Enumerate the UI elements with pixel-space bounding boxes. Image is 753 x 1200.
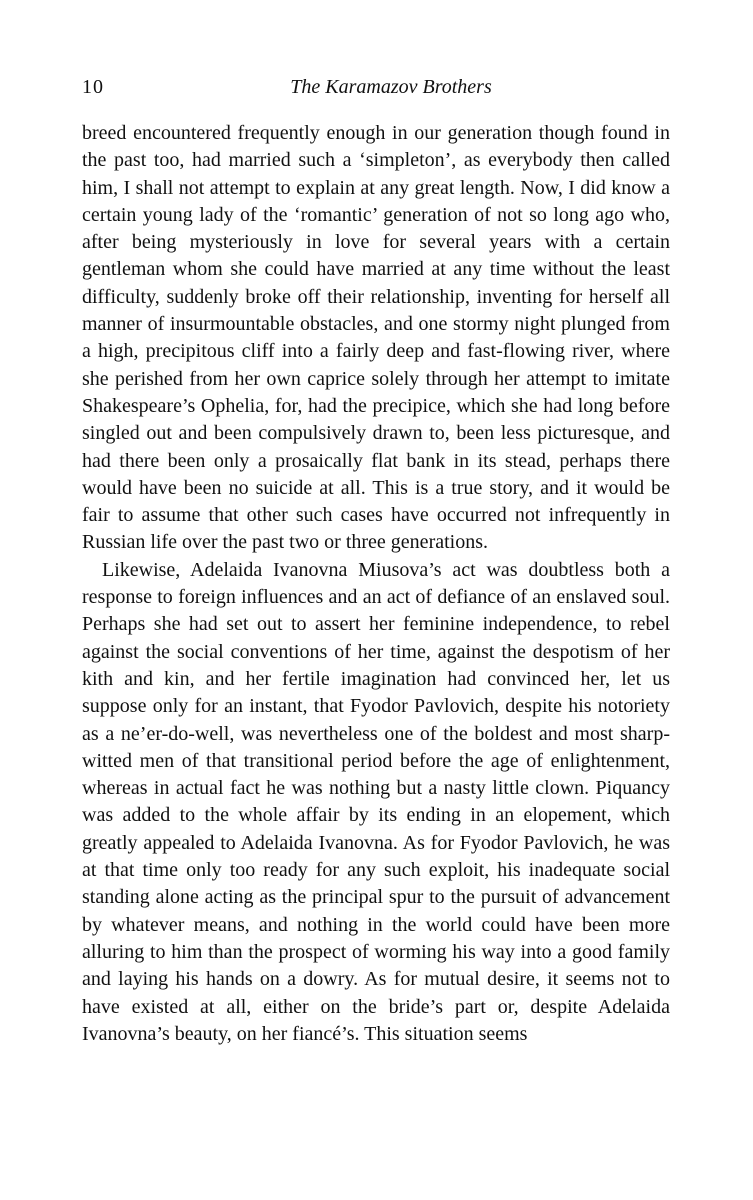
- book-title: The Karamazov Brothers: [290, 76, 492, 98]
- paragraph: Likewise, Adelaida Ivanovna Miusova’s act was doubtless both a response to foreign influences and an act of defiance of an enslaved soul. Perhaps she had set out to assert her feminine independence, to rebel against the social conventions of her time, against the despotism of her kith and kin, and her fertile imagination had convinced her, let us suppose only for an instant, that Fyodor Pavlovich, despite his notoriety as a ne’er-do-well, was nevertheless one of the boldest and most sharp-witted men of that transitional period before the age of enlightenment, whereas in actual fact he was nothing but a nasty little clown. Piquancy was added to the whole affair by its ending in an elopement, which greatly appealed to Adelaida Ivanovna. As for Fyodor Pavlovich, he was at that time only too ready for any such exploit, his inadequate social standing alone acting as the principal spur to the pursuit of advancement by whatever means, and nothing in the world could have been more alluring to him than the prospect of worming his way into a good family and laying his hands on a dowry. As for mutual desire, it seems not to have existed at all, either on the bride’s part or, despite Adelaida Ivanovna’s beauty, on her fiancé’s. This situation seems: [82, 558, 670, 1045]
- running-head: [82, 74, 670, 104]
- body-text: [82, 120, 670, 1048]
- page-number: 10: [82, 76, 104, 98]
- paragraph-continued: breed encountered frequently enough in our generation though found in the past too, had married such a ‘simpleton’, as everybody then called him, I shall not attempt to explain at any great length. Now, I did know a certain young lady of the ‘romantic’ generation of not so long ago who, after being mysteriously in love for several years with a certain gentleman whom she could have married at any time without the least difficulty, suddenly broke off their relationship, inventing for herself all manner of insurmountable obstacles, and one stormy night plunged from a high, precipitous cliff into a fairly deep and fast-flowing river, where she perished from her own caprice solely through her attempt to imitate Shakespeare’s Ophelia, for, had the precipice, which she had long before singled out and been compulsively drawn to, been less picturesque, and had there been only a prosaically flat bank in its stead, perhaps there would have been no suicide at all. This is a true story, and it would be fair to assume that other such cases have occurred not infrequently in Russian life over the past two or three generations.: [82, 122, 670, 554]
- book-page: [82, 74, 670, 1048]
